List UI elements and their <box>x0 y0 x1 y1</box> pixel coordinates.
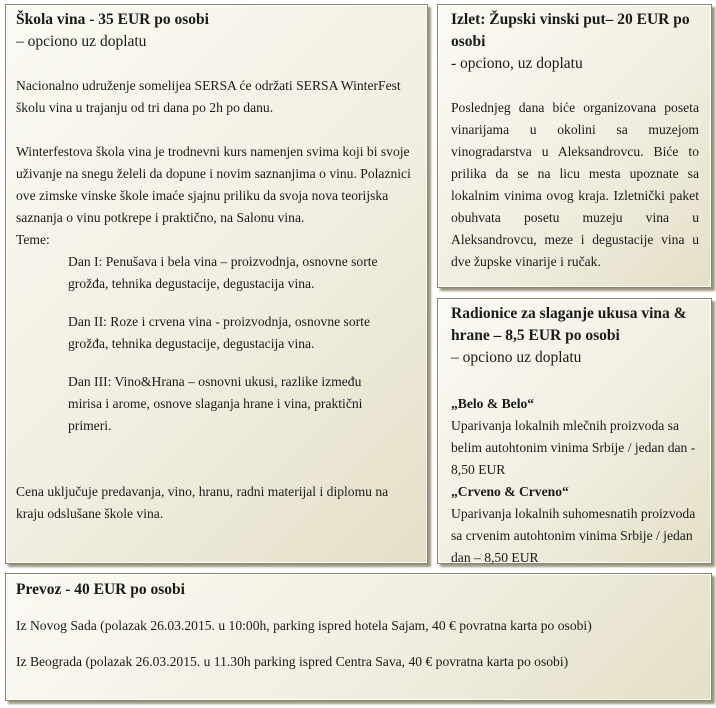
transport-route-beograd: Iz Beograda (polazak 26.03.2015. u 11.30h parking ispred Centra Sava, 40 € povratna karta po osobi) <box>16 654 569 669</box>
wine-school-footer: Cena uključuje predavanja, vino, hranu, radni materijal i diplomu na kraju odslušane škole vina. <box>16 484 389 521</box>
workshop-name: „Crveno & Crveno“ <box>451 484 569 499</box>
transport-title: Prevoz - 40 EUR po osobi <box>16 581 185 598</box>
wine-school-day-3: Dan III: Vino&Hrana – osnovni ukusi, razlike između mirisa i arome, osnove slaganja hrane i vina, praktični primeri. <box>68 374 363 433</box>
excursion-description: Poslednjeg dana biće organizovana poseta vinarijama u okolini sa muzejom vinogradarstva u Aleksandrovcu. Biće to prilika da se na licu mesta upoznate sa lokalnim vinima ovog kraja. Izletnički paket obuhvata posetu muzeju vina u Aleksandrovcu, meze i degustacije vina u dve župske vinarije i ručak. <box>451 100 699 269</box>
wine-school-intro: Nacionalno udruženje somelijea SERSA će održati SERSA WinterFest školu vina u trajanju od tri dana po 2h po danu. <box>16 78 401 115</box>
wine-school-subtitle: – opciono uz doplatu <box>16 33 147 50</box>
excursion-box <box>437 4 712 288</box>
wine-school-topics-label: Teme: <box>16 232 50 247</box>
workshop-description: Uparivanja lokalnih suhomesnatih proizvoda sa crvenim autohtonim vinima Srbije / jedan dan – 8,50 EUR <box>451 506 696 565</box>
wine-school-description: Winterfestova škola vina je trodnevni kurs namenjen svima koji bi svoje uživanje na snegu želeli da dopune i novim saznanjima o vinu. Polaznici ove zimske vinske škole imaće sjajnu priliku da svoja nova teorijska saznanja o vinu potkrepe i praktično, na Salonu vina. <box>16 144 411 225</box>
wine-school-day-2: Dan II: Roze i crvena vina - proizvodnja, osnovne sorte grožđa, tehnika degustacije, degustacija vina. <box>68 314 370 351</box>
workshop-description: Uparivanja lokalnih mlečnih proizvoda sa belim autohtonim vinima Srbije / jedan dan - 8,50 EUR <box>451 418 696 477</box>
wine-school-box <box>5 4 428 564</box>
workshops-box <box>437 298 712 564</box>
excursion-subtitle: - opciono, uz doplatu <box>451 55 583 72</box>
workshops-title: Radionice za slaganje ukusa vina & hrane – 8,5 EUR po osobi <box>451 305 687 344</box>
workshop-name: „Belo & Belo“ <box>451 396 535 411</box>
wine-school-day-1: Dan I: Penušava i bela vina – proizvodnja, osnovne sorte grožđa, tehnika degustacije, degustacija vina. <box>68 254 378 291</box>
wine-school-title: Škola vina - 35 EUR po osobi <box>16 11 209 28</box>
transport-route-novi-sad: Iz Novog Sada (polazak 26.03.2015. u 10:00h, parking ispred hotela Sajam, 40 € povratna karta po osobi) <box>16 618 592 633</box>
workshops-subtitle: – opciono uz doplatu <box>451 349 582 366</box>
excursion-title: Izlet: Župski vinski put– 20 EUR po osobi <box>451 11 690 50</box>
transport-box <box>5 573 712 701</box>
